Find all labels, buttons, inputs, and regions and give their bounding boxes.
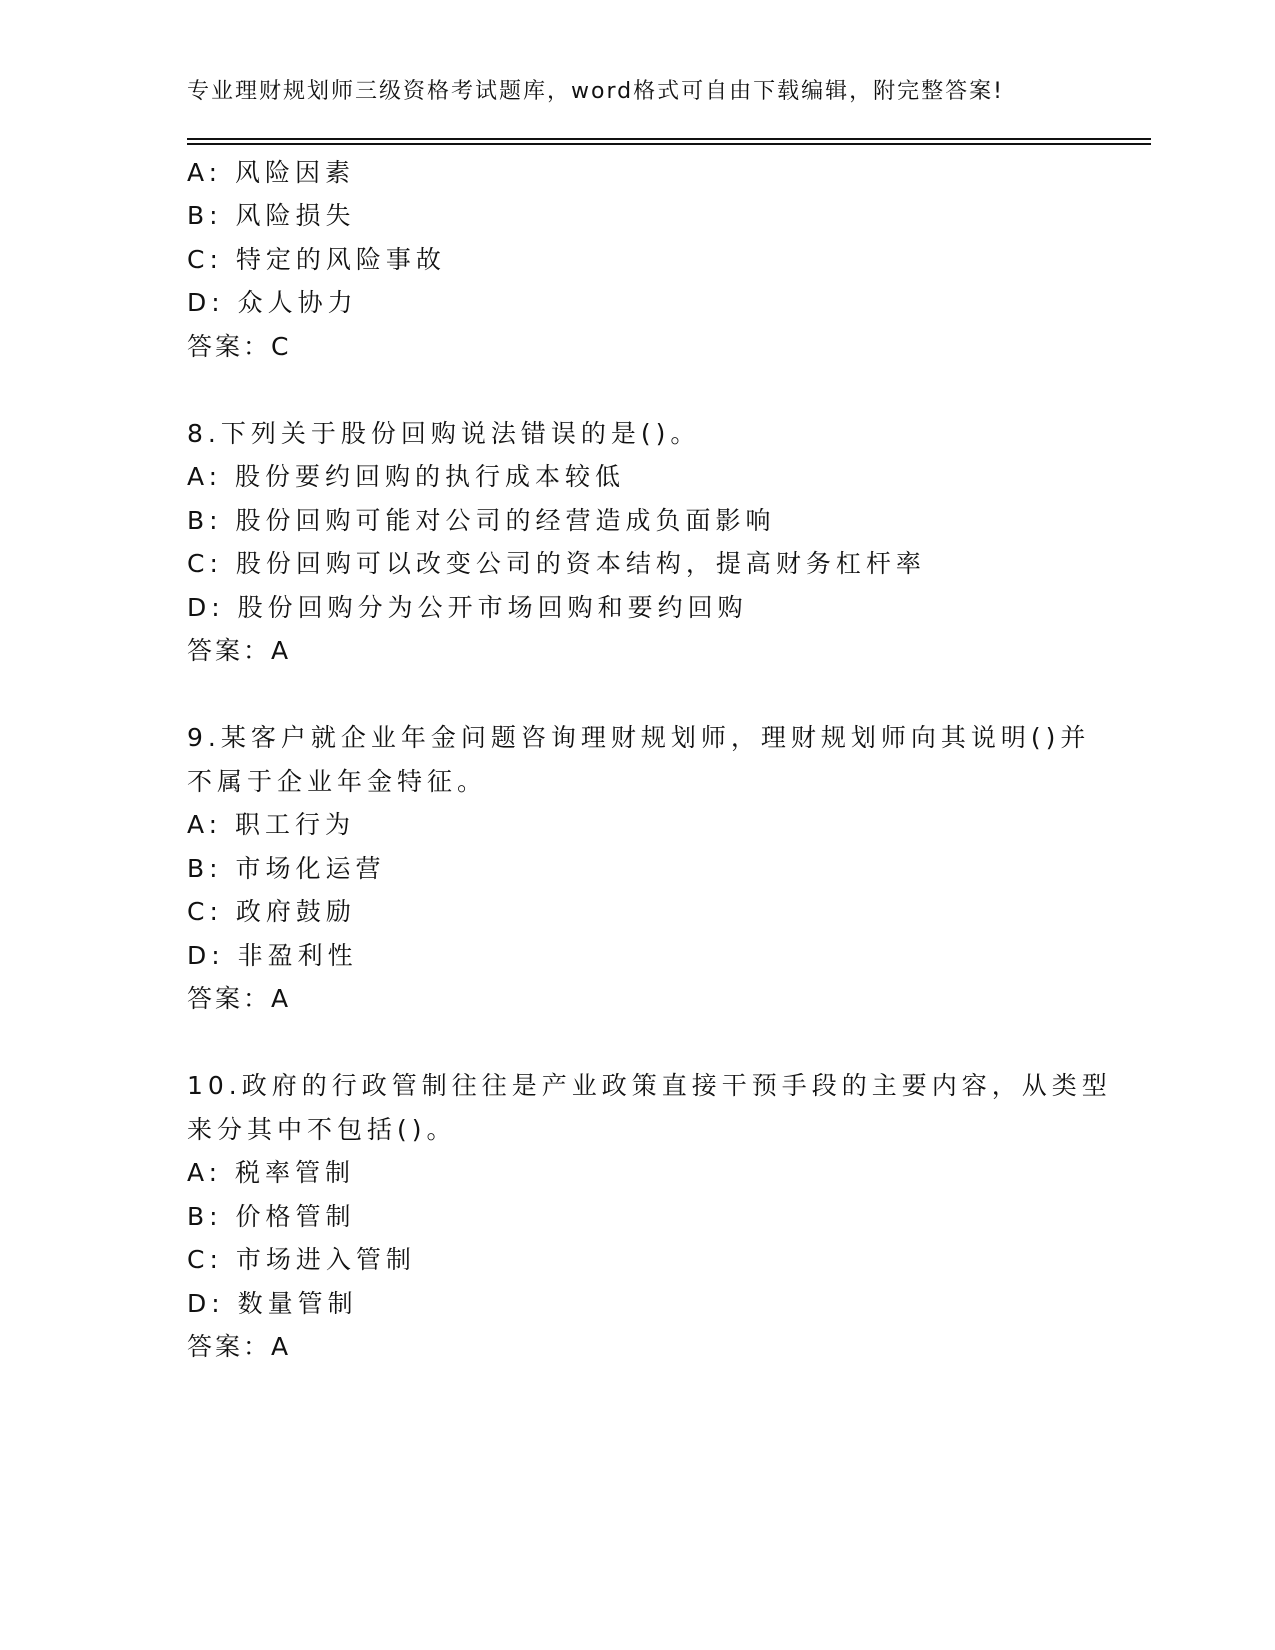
option-b: B: 风险损失 [187,201,356,230]
option-b: B: 价格管制 [187,1202,356,1231]
option-c: C: 特定的风险事故 [187,245,446,274]
question-stem-line-2: 来分其中不包括()。 [187,1115,457,1144]
option-a: A: 职工行为 [187,810,356,839]
option-c: C: 股份回购可以改变公司的资本结构，提高财务杠杆率 [187,549,926,578]
question-stem-line-2: 不属于企业年金特征。 [187,767,488,796]
header-text: 专业理财规划师三级资格考试题库，word格式可自由下载编辑，附完整答案! [187,79,1004,104]
answer: 答案：C [187,332,292,361]
option-d: D: 数量管制 [187,1289,358,1318]
option-b: B: 股份回购可能对公司的经营造成负面影响 [187,506,776,535]
question-stem-line-1: 10.政府的行政管制往往是产业政策直接干预手段的主要内容，从类型 [187,1071,1112,1100]
option-d: D: 股份回购分为公开市场回购和要约回购 [187,593,748,622]
answer: 答案：A [187,636,292,665]
question-stem-line-1: 9.某客户就企业年金问题咨询理财规划师，理财规划师向其说明()并 [187,723,1091,752]
header-rule-bottom [187,143,1151,145]
option-a: A: 税率管制 [187,1158,356,1187]
option-a: A: 股份要约回购的执行成本较低 [187,462,626,491]
answer: 答案：A [187,1332,292,1361]
option-a: A: 风险因素 [187,158,356,187]
option-c: C: 市场进入管制 [187,1245,416,1274]
option-c: C: 政府鼓励 [187,897,356,926]
header-rule-top [187,138,1151,140]
answer: 答案：A [187,984,292,1013]
option-d: D: 众人协力 [187,288,358,317]
option-d: D: 非盈利性 [187,941,358,970]
question-stem: 8.下列关于股份回购说法错误的是()。 [187,419,701,448]
option-b: B: 市场化运营 [187,854,386,883]
